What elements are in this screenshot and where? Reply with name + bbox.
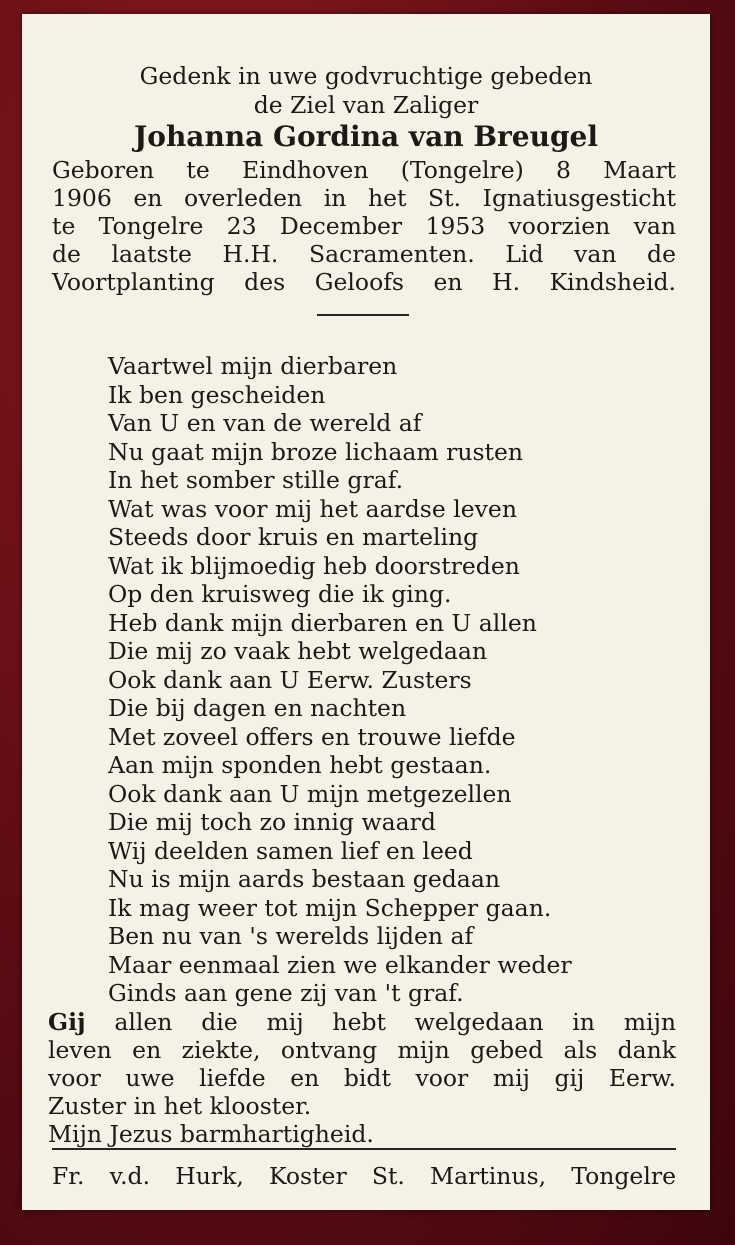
biography (52, 156, 676, 296)
poem-line: Ik mag weer tot mijn Schepper gaan. (108, 893, 552, 922)
poem-line: Ook dank aan U Eerw. Zusters (108, 665, 472, 694)
poem-line: Op den kruisweg die ik ging. (108, 580, 452, 608)
poem-line: Die mij toch zo innig waard (108, 808, 436, 836)
closing-line-3: voor uwe liefde en bidt voor mij gij Eerw. (48, 1064, 676, 1092)
poem-line: In het somber stille graf. (108, 466, 404, 494)
poem-line: Ook dank aan U mijn metgezellen (108, 779, 512, 808)
poem-line: Nu gaat mijn broze lichaam rusten (108, 437, 524, 466)
short-divider (317, 314, 409, 316)
intro-line-1: Gedenk in uwe godvruchtige gebeden (139, 62, 593, 90)
poem-line: Ben nu van 's werelds lijden af (108, 922, 474, 950)
closing-line-2: leven en ziekte, ontvang mijn gebed als dank (48, 1036, 676, 1064)
poem-line: Ginds aan gene zij van 't graf. (108, 979, 464, 1007)
poem (108, 352, 668, 1008)
closing-first-word: Gij (48, 1008, 86, 1036)
bio-line: Voortplanting des Geloofs en H. Kindsheid. (52, 268, 676, 296)
bio-line: de laatste H.H. Sacramenten. Lid van de (52, 240, 676, 268)
closing-line-1-rest: allen die mij hebt welgedaan in mijn (114, 1008, 676, 1036)
poem-line: Aan mijn sponden hebt gestaan. (108, 751, 492, 779)
bio-line: te Tongelre 23 December 1953 voorzien van (52, 212, 676, 240)
bio-line: Geboren te Eindhoven (Tongelre) 8 Maart (52, 156, 676, 184)
closing-line-4: Zuster in het klooster. (48, 1092, 312, 1120)
poem-line: Wat ik blijmoedig heb doorstreden (108, 551, 520, 580)
poem-line: Steeds door kruis en marteling (108, 523, 479, 551)
printer-credit: Fr. v.d. Hurk, Koster St. Martinus, Tongelre (52, 1162, 676, 1190)
poem-line: Vaartwel mijn dierbaren (108, 352, 398, 380)
poem-line: Heb dank mijn dierbaren en U allen (108, 608, 537, 637)
memorial-card (22, 14, 710, 1210)
poem-line: Ik ben gescheiden (108, 380, 326, 409)
poem-line: Die mij zo vaak hebt welgedaan (108, 637, 487, 665)
poem-line: Nu is mijn aards bestaan gedaan (108, 865, 500, 893)
intro-text (22, 62, 710, 120)
intro-line-2: de Ziel van Zaliger (253, 91, 479, 119)
poem-line: Die bij dagen en nachten (108, 694, 407, 722)
closing-text (48, 1008, 676, 1148)
poem-line: Met zoveel offers en trouwe liefde (108, 722, 516, 751)
closing-line-5: Mijn Jezus barmhartigheid. (48, 1120, 374, 1148)
bio-line: 1906 en overleden in het St. Ignatiusgesticht (52, 184, 676, 212)
poem-line: Wij deelden samen lief en leed (108, 836, 473, 865)
deceased-name: Johanna Gordina van Breugel (134, 120, 598, 153)
poem-line: Wat was voor mij het aardse leven (108, 494, 517, 523)
footer-divider (52, 1148, 676, 1150)
poem-line: Van U en van de wereld af (108, 409, 422, 437)
poem-line: Maar eenmaal zien we elkander weder (108, 950, 572, 979)
closing-line-1 (48, 1008, 676, 1036)
